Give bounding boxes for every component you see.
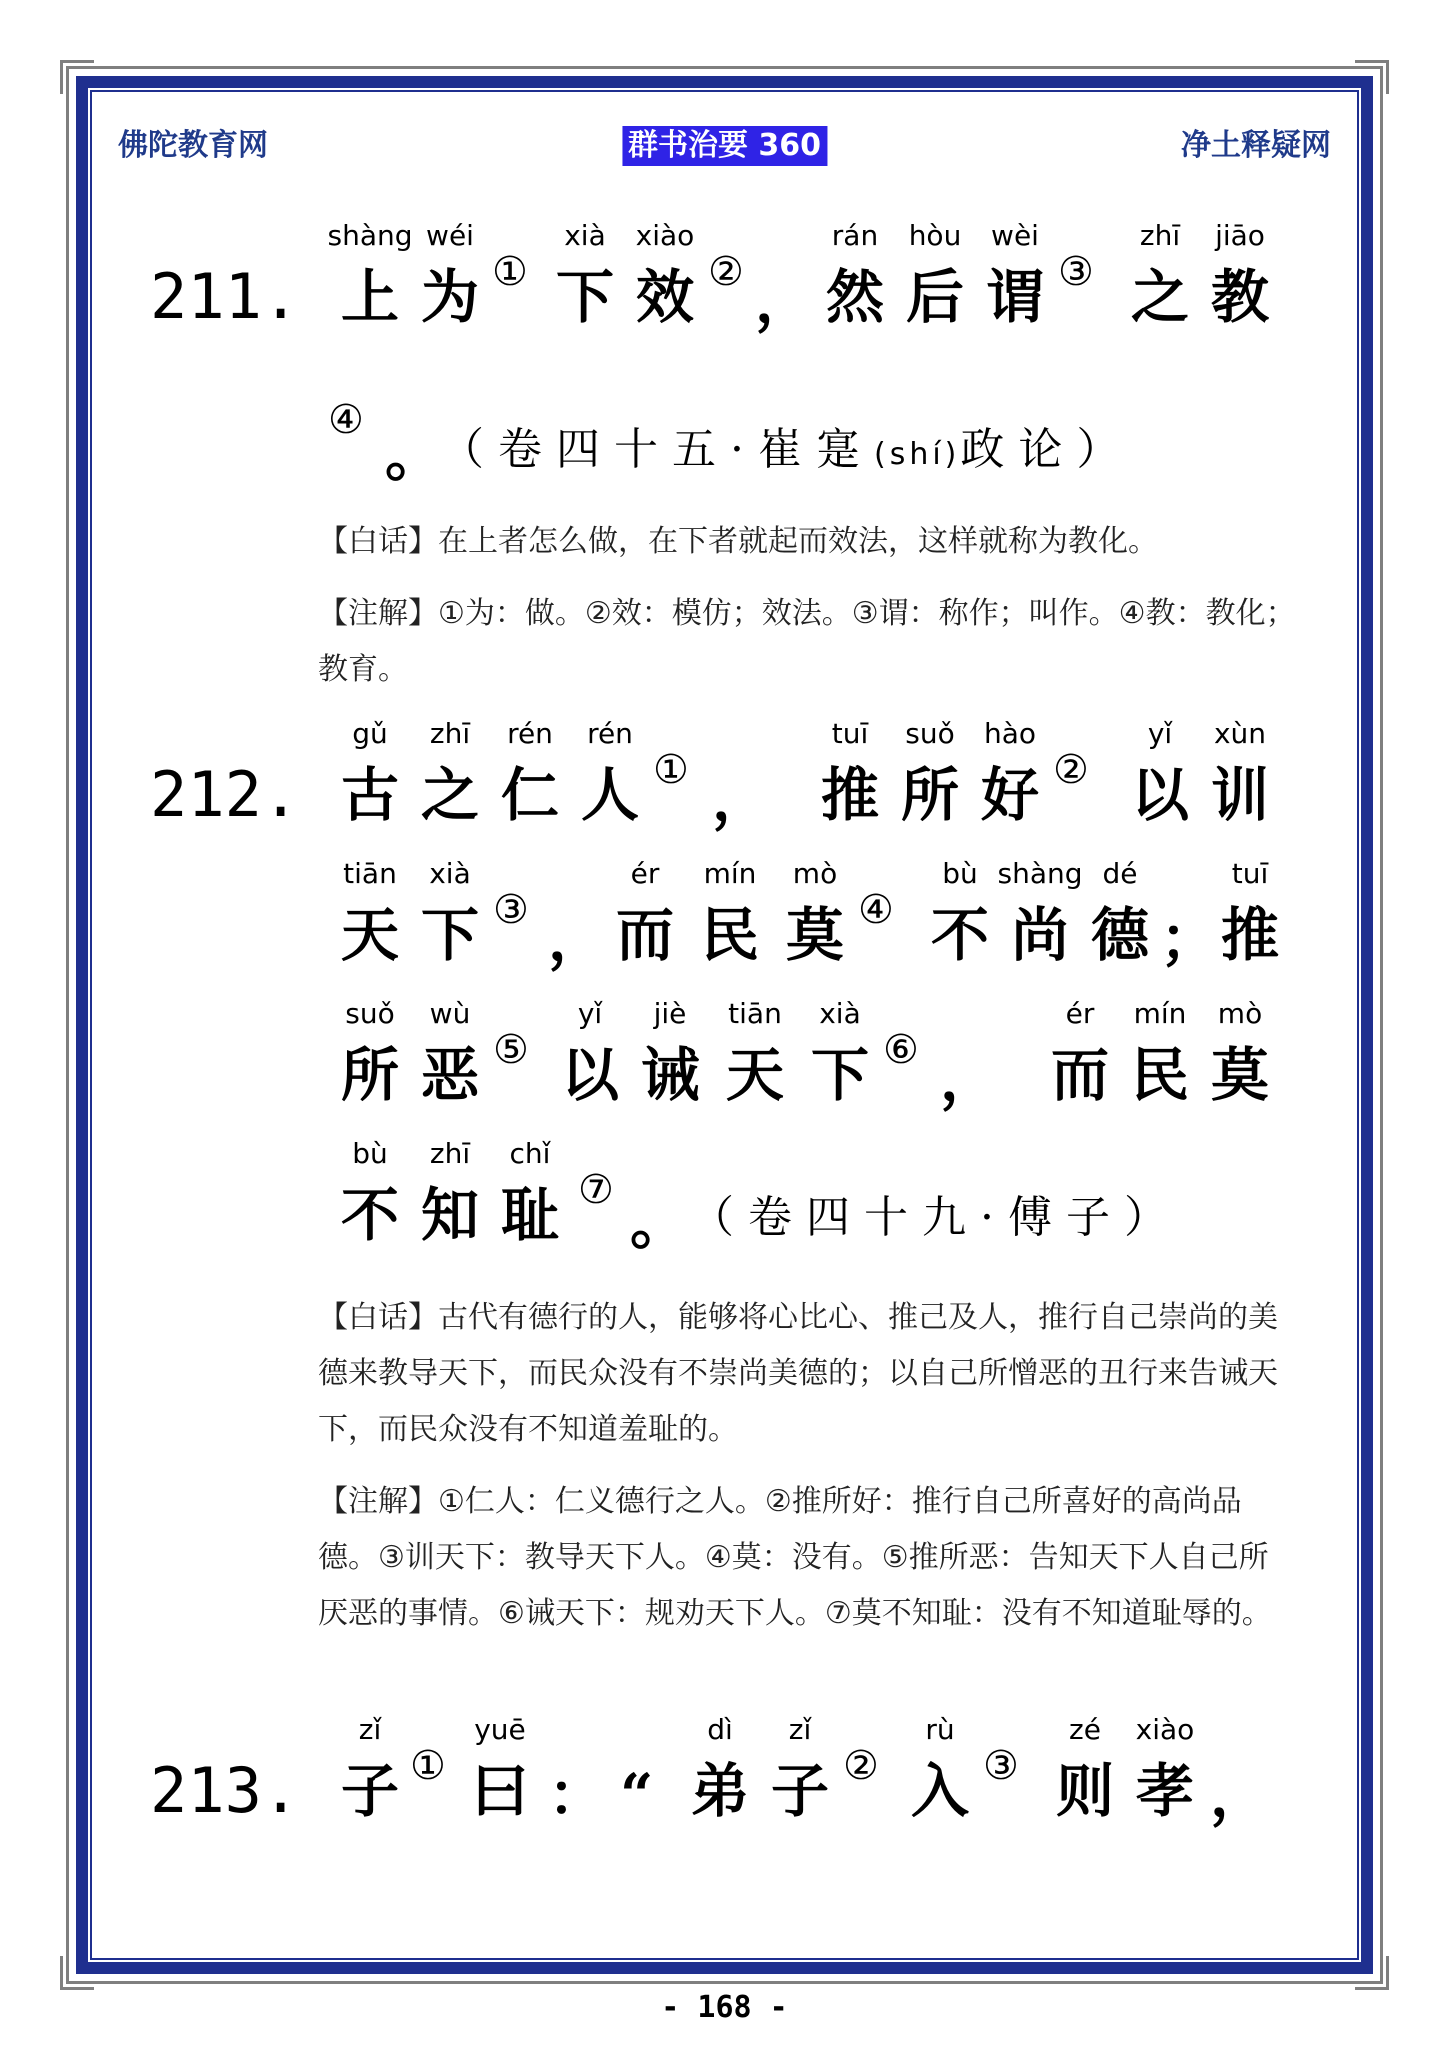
note-marker: ⑥ xyxy=(883,1027,919,1073)
punctuation: ， xyxy=(1210,1761,1269,1829)
verse-char: 上 xyxy=(340,263,399,331)
verse-number: 213. xyxy=(150,1754,300,1827)
punctuation: ， xyxy=(712,765,771,833)
pinyin: gǔ xyxy=(352,717,388,750)
punctuation: 。 xyxy=(630,1189,689,1257)
pinyin: wèi xyxy=(991,219,1039,252)
verse-char: 后 xyxy=(905,263,964,331)
header-site-right: 净土释疑网 xyxy=(1181,128,1331,163)
verse-char: 所 xyxy=(900,761,959,829)
pinyin: hào xyxy=(983,717,1037,750)
source-citation: （卷四十九·傅子） xyxy=(690,1192,1182,1243)
verse-char: 民 xyxy=(700,901,759,969)
pinyin: rán xyxy=(831,219,879,252)
verse-char: 仁 xyxy=(500,761,559,829)
verse-char: 莫 xyxy=(1210,1041,1269,1109)
note-marker: ③ xyxy=(493,887,529,933)
verse-char: 诫 xyxy=(640,1041,699,1109)
verse-char: 天 xyxy=(340,901,399,969)
verse-char: 下 xyxy=(810,1041,869,1109)
punctuation: ， xyxy=(548,905,607,973)
pinyin: rén xyxy=(587,717,633,750)
pinyin: xià xyxy=(819,997,861,1030)
verse-212-line-3 xyxy=(0,998,1449,1118)
pinyin: wù xyxy=(429,997,471,1030)
verse-char: 训 xyxy=(1210,761,1269,829)
note-marker: ① xyxy=(492,249,528,295)
pinyin: jiè xyxy=(653,997,687,1030)
punctuation: “ xyxy=(620,1761,654,1829)
verse-212-line-2 xyxy=(0,858,1449,978)
verse-211-line-2 xyxy=(0,370,1449,490)
punctuation: 。 xyxy=(385,421,444,489)
pinyin: mín xyxy=(703,857,757,890)
pinyin: rù xyxy=(925,1713,955,1746)
verse-char: 孝 xyxy=(1135,1757,1194,1825)
pinyin: shàng xyxy=(327,219,413,252)
pinyin: chǐ xyxy=(509,1137,551,1170)
note-marker: ③ xyxy=(983,1743,1019,1789)
verse-char: 下 xyxy=(555,263,614,331)
verse-212-line-1 xyxy=(0,718,1449,838)
verse-char: 尚 xyxy=(1010,901,1069,969)
verse-char: 人 xyxy=(580,761,639,829)
verse-char: 以 xyxy=(560,1041,619,1109)
verse-number: 211. xyxy=(150,260,300,333)
pinyin: ér xyxy=(630,857,660,890)
pinyin: tiān xyxy=(343,857,397,890)
pinyin: zhī xyxy=(1139,219,1181,252)
pinyin: wéi xyxy=(426,219,474,252)
verse-char: 弟 xyxy=(690,1757,749,1825)
verse-char: 知 xyxy=(420,1181,479,1249)
note-marker: ⑦ xyxy=(578,1167,614,1213)
frame-corner xyxy=(1355,60,1389,94)
note-marker: ① xyxy=(653,747,689,793)
verse-char: 不 xyxy=(930,901,989,969)
verse-char: 不 xyxy=(340,1181,399,1249)
pinyin: yuē xyxy=(474,1713,526,1746)
pinyin: zhī xyxy=(429,1137,471,1170)
frame-corner xyxy=(1355,1956,1389,1990)
verse-char: 而 xyxy=(1050,1041,1109,1109)
pinyin: ér xyxy=(1065,997,1095,1030)
verse-char: 则 xyxy=(1055,1757,1114,1825)
pinyin: mín xyxy=(1133,997,1187,1030)
verse-211-line-1 xyxy=(0,220,1449,340)
pinyin: suǒ xyxy=(345,997,395,1030)
pinyin: zǐ xyxy=(788,1713,812,1746)
verse-char: 以 xyxy=(1130,761,1189,829)
verse-char: 效 xyxy=(635,263,694,331)
pinyin: tuī xyxy=(831,717,869,750)
pinyin: xiào xyxy=(1135,1713,1195,1746)
pinyin: zhī xyxy=(429,717,471,750)
pinyin: zǐ xyxy=(358,1713,382,1746)
verse-char: 耻 xyxy=(500,1181,559,1249)
annotation-paragraph: 【注解】①仁人：仁义德行之人。②推所好：推行自己所喜好的高尚品德。③训天下：教导天下人。④莫：没有。⑤推所恶：告知天下人自己所厌恶的事情。⑥诫天下：规劝天下人。⑦莫不知耻：没有不知道耻辱的。 xyxy=(318,1484,1272,1631)
pinyin: dì xyxy=(707,1713,733,1746)
pinyin: tiān xyxy=(728,997,782,1030)
pinyin: xùn xyxy=(1213,717,1267,750)
verse-char: 之 xyxy=(1130,263,1189,331)
verse-char: 之 xyxy=(420,761,479,829)
note-marker: ② xyxy=(1053,747,1089,793)
note-marker: ② xyxy=(843,1743,879,1789)
header-site-left: 佛陀教育网 xyxy=(118,128,268,163)
pinyin: yǐ xyxy=(577,997,603,1030)
verse-char: 然 xyxy=(825,263,884,331)
verse-212-line-4 xyxy=(0,1138,1449,1258)
vernacular-paragraph: 【白话】古代有德行的人，能够将心比心、推己及人，推行自己崇尚的美德来教导天下，而民众没有不崇尚美德的；以自己所憎恶的丑行来告诫天下，而民众没有不知道羞耻的。 xyxy=(318,1300,1278,1447)
verse-char: 民 xyxy=(1130,1041,1189,1109)
pinyin: mò xyxy=(792,857,838,890)
verse-char: 莫 xyxy=(785,901,844,969)
verse-char: 曰 xyxy=(470,1757,529,1825)
verse-213-line-1 xyxy=(0,1714,1449,1834)
verse-char: 好 xyxy=(980,761,1039,829)
pinyin: suǒ xyxy=(905,717,955,750)
annotation-paragraph: 【注解】①为：做。②效：模仿；效法。③谓：称作；叫作。④教：教化；教育。 xyxy=(318,596,1296,687)
note-marker: ③ xyxy=(1058,249,1094,295)
pinyin: xiào xyxy=(635,219,695,252)
source-citation: （卷四十五·崔寔(shí)政论） xyxy=(440,424,1135,475)
verse-char: 恶 xyxy=(420,1041,479,1109)
pinyin: yǐ xyxy=(1147,717,1173,750)
verse-char: 入 xyxy=(910,1757,969,1825)
verse-char: 古 xyxy=(340,761,399,829)
header-book-title: 群书治要 360 xyxy=(622,126,827,166)
verse-char: 推 xyxy=(820,761,879,829)
punctuation: ， xyxy=(755,267,814,335)
punctuation: ： xyxy=(548,1761,607,1829)
pinyin: mò xyxy=(1217,997,1263,1030)
verse-char: 为 xyxy=(420,263,479,331)
frame-corner xyxy=(60,60,94,94)
pinyin: bù xyxy=(942,857,978,890)
punctuation: ， xyxy=(940,1045,999,1113)
verse-char: 子 xyxy=(770,1757,829,1825)
verse-number: 212. xyxy=(150,758,300,831)
pinyin: xià xyxy=(564,219,606,252)
note-marker: ⑤ xyxy=(493,1027,529,1073)
page-number: - 168 - xyxy=(661,1990,788,2025)
verse-char: 推 xyxy=(1220,901,1279,969)
verse-char: 下 xyxy=(420,901,479,969)
vernacular-paragraph: 【白话】在上者怎么做，在下者就起而效法，这样就称为教化。 xyxy=(318,524,1158,559)
pinyin: tuī xyxy=(1231,857,1269,890)
verse-char: 教 xyxy=(1210,263,1269,331)
pinyin: bù xyxy=(352,1137,388,1170)
note-marker: ① xyxy=(410,1743,446,1789)
pinyin: zé xyxy=(1069,1713,1101,1746)
verse-char: 而 xyxy=(615,901,674,969)
frame-corner xyxy=(60,1956,94,1990)
punctuation: ； xyxy=(1160,905,1219,973)
pinyin: shàng xyxy=(997,857,1083,890)
pinyin: rén xyxy=(507,717,553,750)
pinyin: hòu xyxy=(908,219,962,252)
note-marker: ④ xyxy=(328,397,364,443)
verse-char: 德 xyxy=(1090,901,1149,969)
verse-char: 谓 xyxy=(985,263,1044,331)
note-marker: ④ xyxy=(858,887,894,933)
pinyin: dé xyxy=(1102,857,1138,890)
verse-char: 所 xyxy=(340,1041,399,1109)
pinyin: xià xyxy=(429,857,471,890)
verse-char: 子 xyxy=(340,1757,399,1825)
verse-char: 天 xyxy=(725,1041,784,1109)
pinyin: jiāo xyxy=(1215,219,1265,252)
note-marker: ② xyxy=(708,249,744,295)
